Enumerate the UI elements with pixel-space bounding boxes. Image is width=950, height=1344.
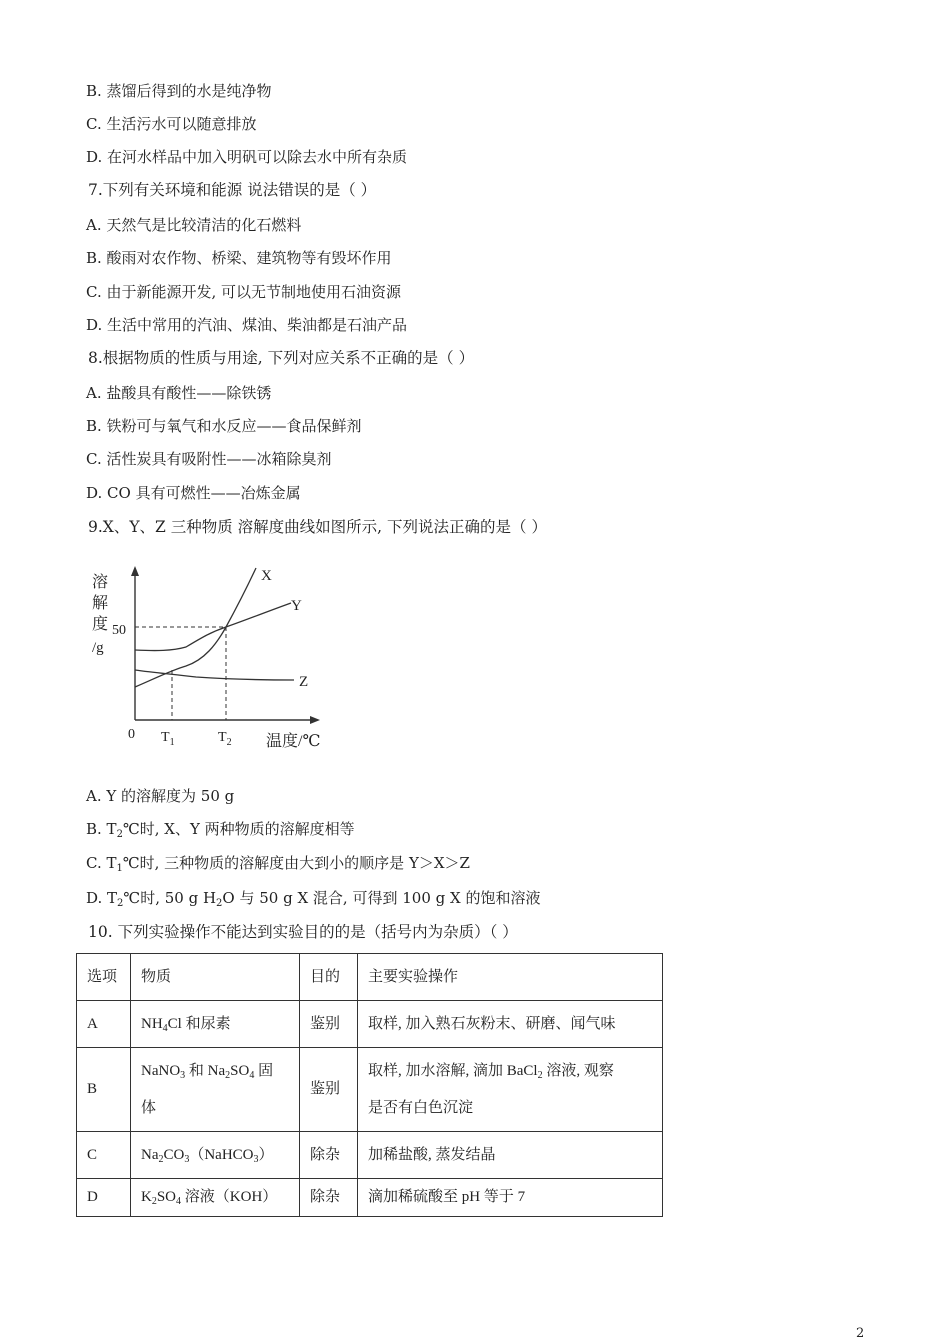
q9-stem: 9.X、Y、Z 三种物质 溶解度曲线如图所示, 下列说法正确的是（ ）: [88, 518, 547, 536]
cell-option: C: [77, 1132, 131, 1179]
q8-option-d: D. CO 具有可燃性——冶炼金属: [86, 484, 301, 502]
table-row: [77, 1179, 663, 1217]
curve-x: [135, 568, 256, 687]
q9-option-d: D. $T_2℃$时, 50 g $H_2O$ 与 50 g X 混合, 可得到 100 g X 的饱和溶液: [86, 889, 541, 909]
header-cell: 目的: [300, 954, 358, 1001]
y-label-char: 溶: [92, 574, 109, 591]
q10-stem: 10. 下列实验操作不能达到实验目的的是（括号内为杂质）（ ）: [88, 923, 518, 941]
cell-option: B: [77, 1048, 131, 1132]
table-row: [77, 1048, 663, 1132]
q6-option-b: B. 蒸馏后得到的水是纯净物: [86, 82, 272, 100]
q8-option-a: A. 盐酸具有酸性——除铁锈: [86, 384, 272, 402]
cell-option: D: [77, 1179, 131, 1217]
series-label-z: Z: [299, 674, 309, 690]
cell-substance: $NH_4Cl$ 和尿素: [131, 1001, 300, 1048]
cell-substance: NaNO$_3$ 和 $Na_2SO_4$ 固 体: [131, 1048, 300, 1132]
header-cell: 选项: [77, 954, 131, 1001]
q7-option-b: B. 酸雨对农作物、桥梁、建筑物等有毁坏作用: [86, 249, 392, 267]
page-number: 2: [856, 1326, 865, 1341]
q7-option-a: A. 天然气是比较清洁的化石燃料: [86, 216, 302, 234]
experiment-table: [76, 953, 663, 1217]
solubility-chart: [86, 560, 336, 750]
origin-label: 0: [128, 727, 135, 742]
header-cell: 主要实验操作: [358, 954, 663, 1001]
q9-option-a: A. Y 的溶解度为 50 g: [86, 787, 235, 805]
y-label-char: 解: [92, 595, 109, 612]
y-label-char: 度: [92, 616, 109, 633]
cell-operation: 取样, 加水溶解, 滴加 BaCl$_2$ 溶液, 观察 是否有白色沉淀: [358, 1048, 663, 1132]
cell-operation: 加稀盐酸, 蒸发结晶: [358, 1132, 663, 1179]
curve-z: [135, 670, 294, 680]
header-cell: 物质: [131, 954, 300, 1001]
cell-substance: $K_2SO_4$ 溶液（KOH）: [131, 1179, 300, 1217]
cell-goal: 除杂: [300, 1132, 358, 1179]
table-row: [77, 1001, 663, 1048]
y-label-char: /g: [92, 640, 104, 656]
cell-option: A: [77, 1001, 131, 1048]
cell-substance: $Na_2CO_3(NaHCO_3)$: [131, 1132, 300, 1179]
series-label-y: Y: [291, 598, 302, 614]
y-axis-arrow: [131, 566, 139, 576]
q7-option-d: D. 生活中常用的汽油、煤油、柴油都是石油产品: [86, 316, 408, 334]
x-axis-label: 温度/℃: [266, 733, 321, 750]
q6-option-c: C. 生活污水可以随意排放: [86, 115, 257, 133]
cell-goal: 鉴别: [300, 1001, 358, 1048]
q7-option-c: C. 由于新能源开发, 可以无节制地使用石油资源: [86, 283, 402, 301]
x-axis-arrow: [310, 716, 320, 724]
cell-goal: 鉴别: [300, 1048, 358, 1132]
x-tick-t1: $T_1$: [161, 730, 175, 748]
q7-stem: 7.下列有关环境和能源 说法错误的是（ ）: [88, 181, 377, 199]
q9-option-b: B. $T_2℃$时, X、Y 两种物质的溶解度相等: [86, 820, 355, 840]
q6-option-d: D. 在河水样品中加入明矾可以除去水中所有杂质: [86, 148, 408, 166]
y-tick-50: 50: [112, 623, 126, 638]
q8-option-b: B. 铁粉可与氧气和水反应——食品保鲜剂: [86, 417, 362, 435]
cell-operation: 滴加稀硫酸至 pH 等于 7: [358, 1179, 663, 1217]
table-header-row: [77, 954, 663, 1001]
q9-option-c: C. $T_1℃$时, 三种物质的溶解度由大到小的顺序是 Y＞X＞Z: [86, 854, 470, 874]
q8-stem: 8.根据物质的性质与用途, 下列对应关系不正确的是（ ）: [88, 349, 475, 367]
series-label-x: X: [261, 568, 272, 584]
x-tick-t2: $T_2$: [218, 730, 232, 748]
table-row: [77, 1132, 663, 1179]
q8-option-c: C. 活性炭具有吸附性——冰箱除臭剂: [86, 450, 332, 468]
cell-operation: 取样, 加入熟石灰粉末、研磨、闻气味: [358, 1001, 663, 1048]
cell-goal: 除杂: [300, 1179, 358, 1217]
